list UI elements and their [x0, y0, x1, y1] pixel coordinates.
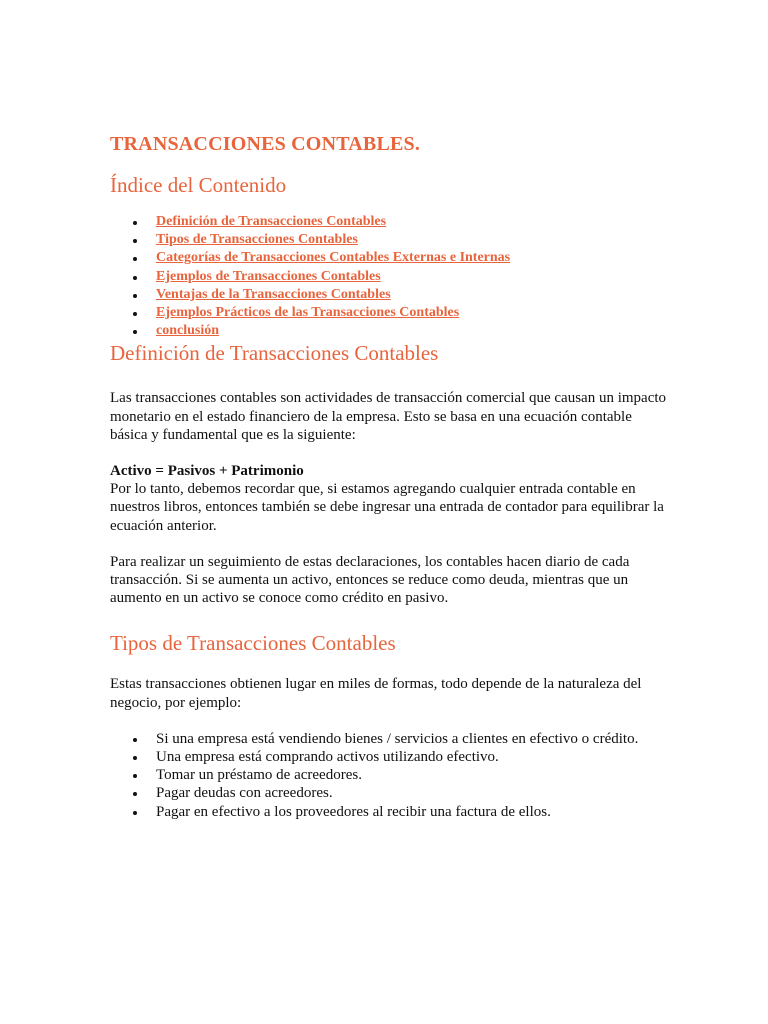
index-heading: Índice del Contenido — [110, 173, 287, 197]
definicion-paragraph-3: Para realizar un seguimiento de estas declaraciones, los contables hacen diario de cada transacción. Si se aumenta un activo, entonces se reduce como deuda, mientras que un aumento en un activo se conoce como crédito en pasivo. — [110, 553, 630, 607]
list-item: Pagar deudas con acreedores. — [110, 784, 670, 802]
list-item: Pagar en efectivo a los proveedores al recibir una factura de ellos. — [110, 803, 670, 821]
toc-link-ejemplos[interactable]: Ejemplos de Transacciones Contables — [156, 268, 381, 284]
definicion-heading: Definición de Transacciones Contables — [110, 341, 439, 366]
toc-item — [110, 304, 670, 322]
toc-link-ejemplos-practicos[interactable]: Ejemplos Prácticos de las Transacciones Contables — [156, 305, 460, 321]
table-of-contents — [110, 213, 670, 340]
toc-item — [110, 249, 670, 267]
transaction-examples-list — [110, 730, 670, 821]
toc-item — [110, 268, 670, 286]
document-title: TRANSACCIONES CONTABLES. — [110, 133, 421, 155]
definicion-paragraph: Las transacciones contables son actividades de transacción comercial que causan un impacto monetario en el estado financiero de la empresa. Esto se basa en una ecuación contable básica y fundamental que es la siguiente: — [110, 390, 667, 443]
tipos-paragraph: Estas transacciones obtienen lugar en miles de formas, todo depende de la naturaleza del negocio, por ejemplo: — [110, 676, 642, 711]
toc-link-conclusion[interactable]: conclusión — [156, 323, 220, 339]
document-content — [110, 131, 670, 821]
toc-item — [110, 213, 670, 231]
toc-item — [110, 322, 670, 340]
definicion-paragraph-2: Por lo tanto, debemos recordar que, si estamos agregando cualquier entrada contable en nuestros libros, entonces también se debe ingresar una entrada de contador para equilibrar la ecuación anterior. — [110, 481, 664, 534]
toc-link-tipos[interactable]: Tipos de Transacciones Contables — [156, 232, 358, 248]
toc-link-definicion[interactable]: Definición de Transacciones Contables — [156, 214, 387, 229]
toc-link-ventajas[interactable]: Ventajas de la Transacciones Contables — [156, 286, 391, 302]
tipos-heading: Tipos de Transacciones Contables — [110, 631, 396, 656]
list-item: Si una empresa está vendiendo bienes / servicios a clientes en efectivo o crédito. — [110, 730, 670, 748]
list-item: Tomar un préstamo de acreedores. — [110, 766, 670, 784]
formula-block — [110, 462, 670, 535]
accounting-equation: Activo = Pasivos + Patrimonio — [110, 463, 304, 480]
toc-item — [110, 286, 670, 304]
toc-link-categorias[interactable]: Categorías de Transacciones Contables Externas e Internas — [156, 250, 511, 266]
list-item: Una empresa está comprando activos utilizando efectivo. — [110, 748, 670, 766]
toc-item — [110, 231, 670, 249]
